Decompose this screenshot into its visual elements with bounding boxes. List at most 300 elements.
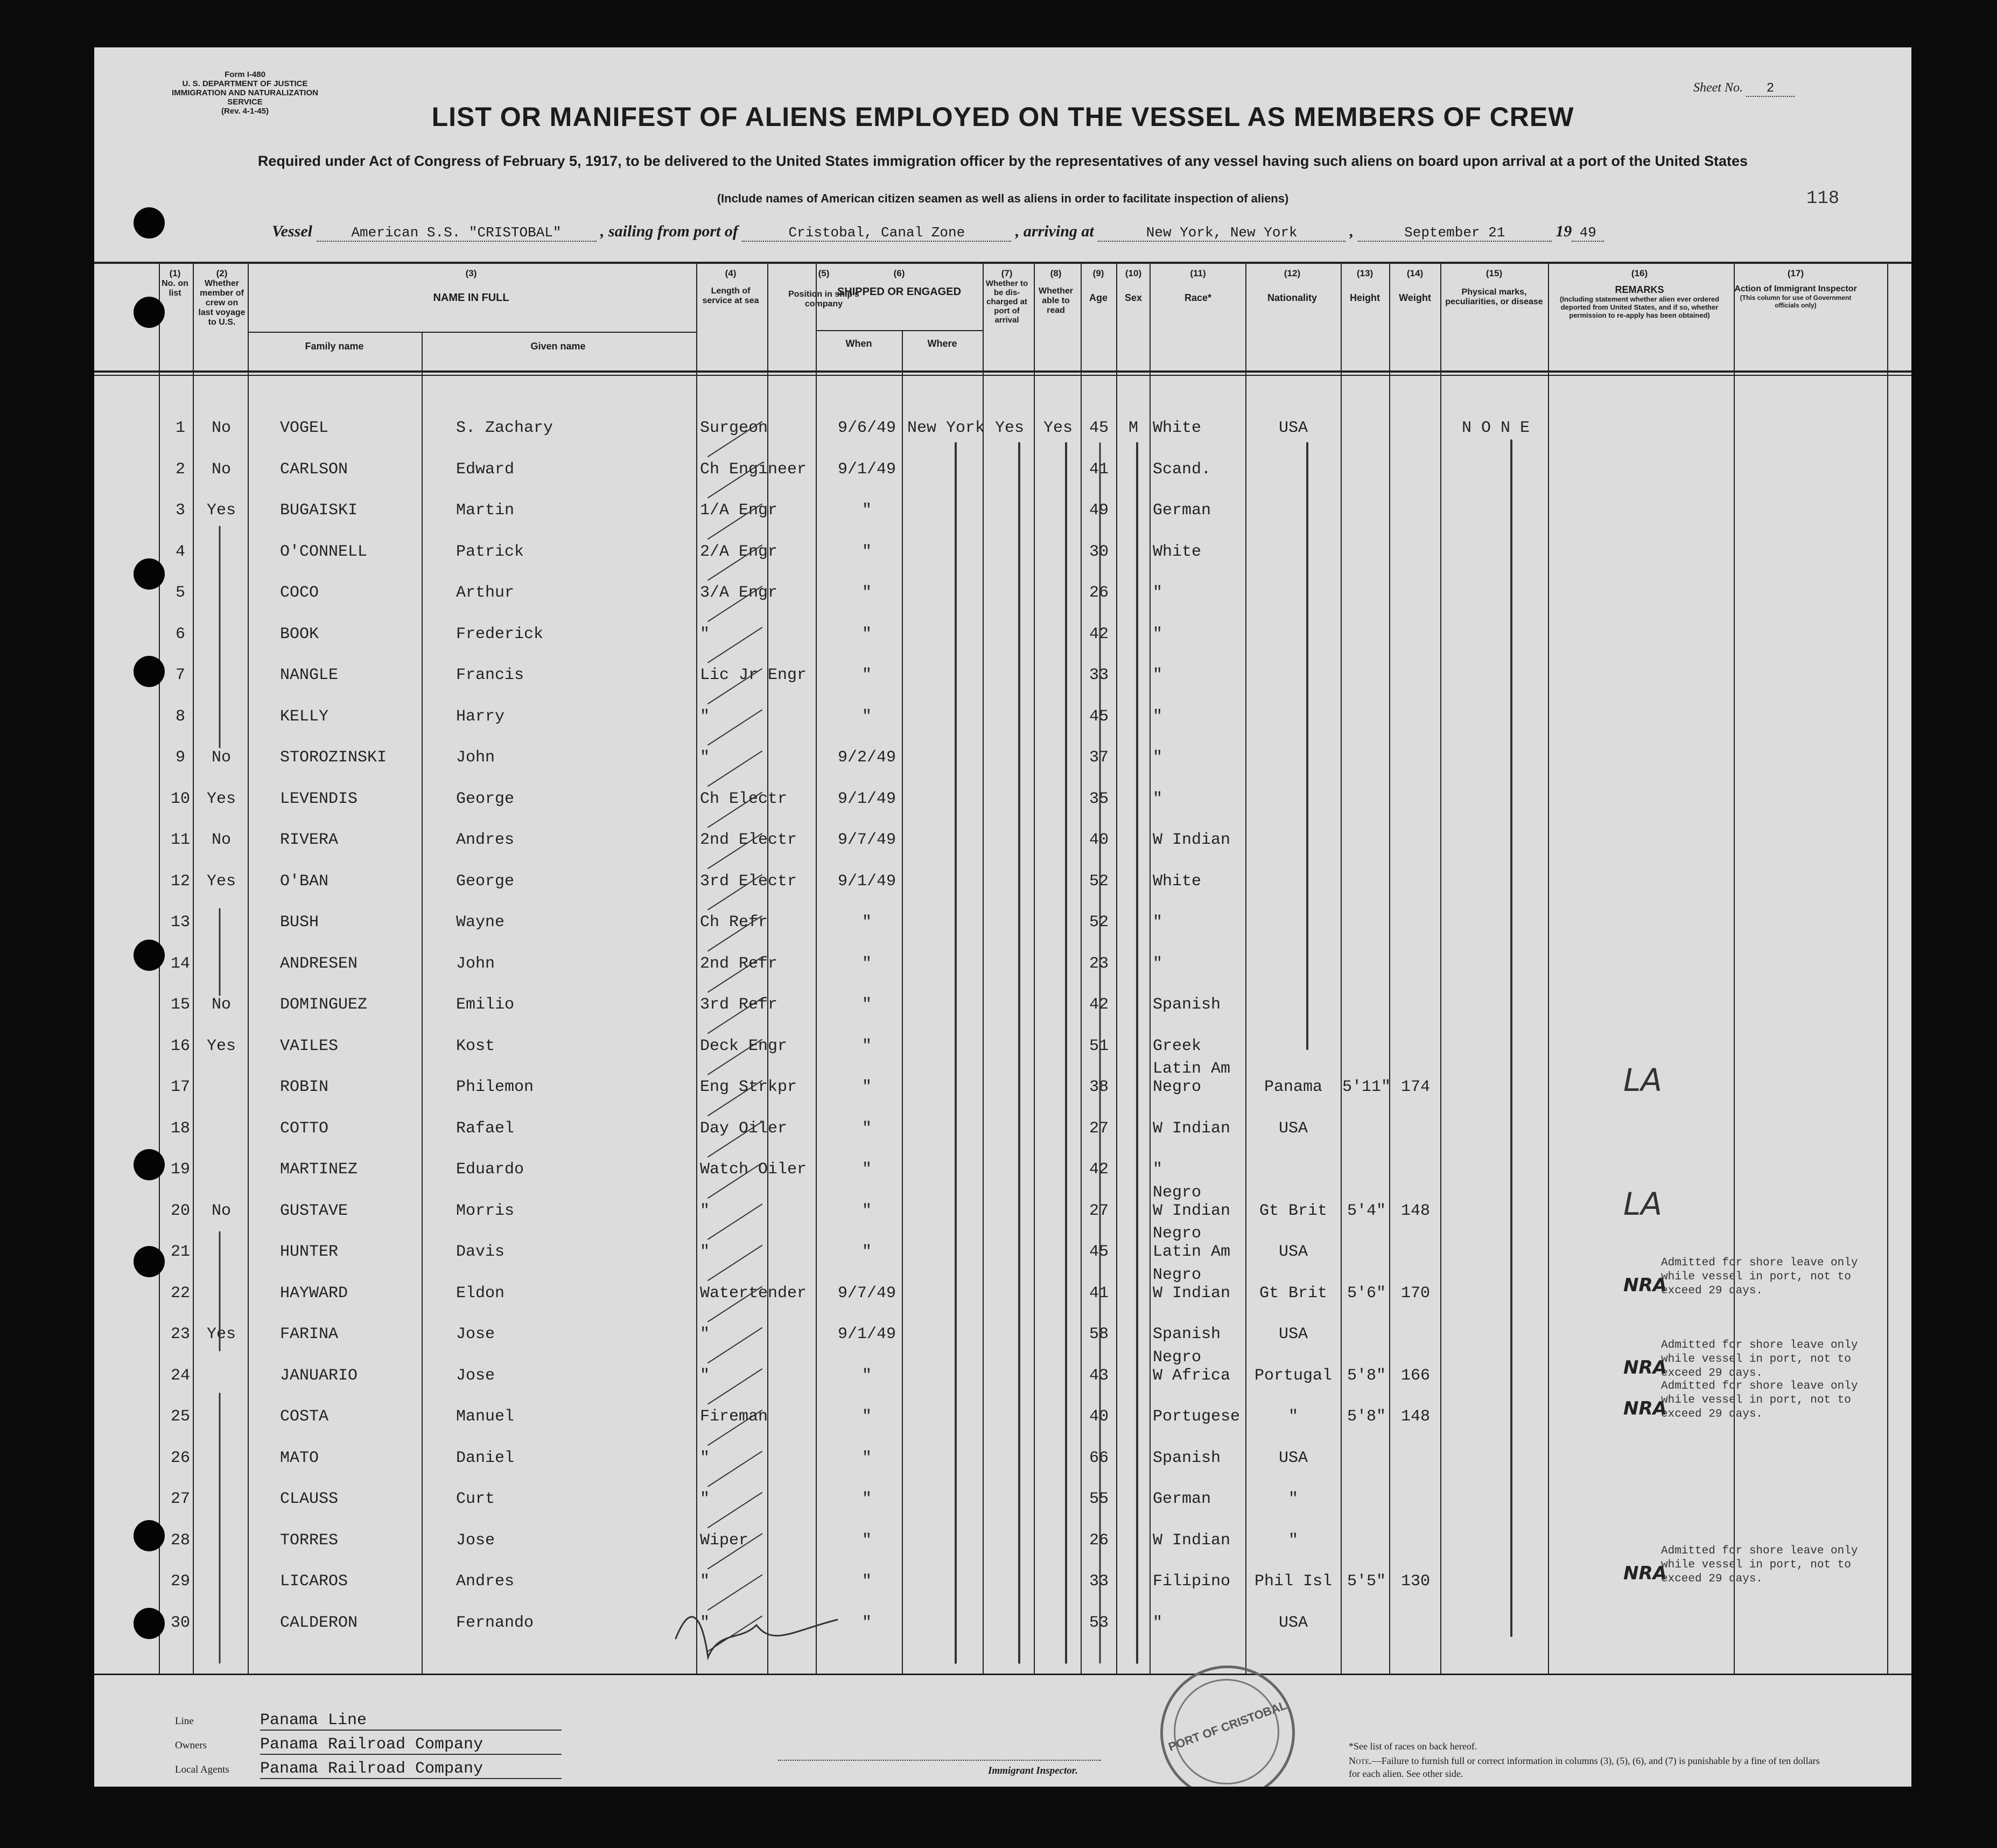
- race: Scand.: [1153, 460, 1211, 479]
- age: 26: [1089, 1531, 1109, 1550]
- shipped-when: ": [861, 625, 872, 643]
- family-name: LICAROS: [280, 1572, 348, 1591]
- race: ": [1153, 666, 1163, 684]
- row-number: 23: [170, 1325, 190, 1343]
- race: Spanish: [1153, 1325, 1221, 1343]
- given-name: Harry: [456, 707, 505, 726]
- age: 23: [1089, 954, 1109, 973]
- header-c7: (7) Whether to be dis-charged at port of arrival: [985, 268, 1028, 325]
- given-name: Daniel: [456, 1448, 515, 1467]
- age: 53: [1089, 1613, 1109, 1632]
- service-slash: [708, 1534, 762, 1569]
- family-name: COCO: [280, 584, 319, 602]
- discharged: Yes: [994, 419, 1024, 437]
- weight: 170: [1400, 1284, 1430, 1303]
- nationality: Portugal: [1254, 1366, 1333, 1385]
- family-name: ROBIN: [280, 1078, 329, 1096]
- footer-line: [175, 1711, 562, 1731]
- inspector-mark: LA: [1623, 1185, 1662, 1222]
- family-name: TORRES: [280, 1531, 339, 1550]
- race: Filipino: [1153, 1572, 1231, 1591]
- age: 51: [1089, 1037, 1109, 1055]
- year-value: 49: [1572, 225, 1604, 242]
- race: ": [1153, 748, 1163, 767]
- header-c1: (1) No. on list: [162, 268, 188, 298]
- race: ": [1153, 707, 1163, 726]
- family-name: DOMINGUEZ: [280, 996, 368, 1014]
- given-name: Patrick: [456, 542, 524, 561]
- given-name: Arthur: [456, 584, 515, 602]
- header-c15: (15) Physical marks, peculiarities, or disease: [1445, 268, 1543, 306]
- age: 38: [1089, 1078, 1109, 1096]
- header-c17: (17) Action of Immigrant Inspector (This column for use of Government officials only): [1734, 268, 1857, 309]
- position: ": [700, 1490, 710, 1508]
- nationality: USA: [1278, 1613, 1308, 1632]
- signature-scribble: [676, 1617, 837, 1657]
- header-c3: (3) NAME IN FULL: [433, 268, 509, 304]
- row-number: 25: [170, 1408, 190, 1426]
- remark-text: Admitted for shore leave only while vessel in port, not to exceed 29 days.: [1661, 1339, 1858, 1380]
- service-slash: [708, 1081, 762, 1116]
- shipped-when: ": [861, 1572, 872, 1591]
- handwritten-marks: [94, 47, 1911, 1787]
- race: Negro W Indian: [1153, 1183, 1231, 1220]
- race: Negro W Indian: [1153, 1265, 1231, 1303]
- service-slash: [708, 1575, 762, 1610]
- service-slash: [708, 1452, 762, 1487]
- given-name: Martin: [456, 501, 515, 520]
- shipped-when: ": [861, 1160, 872, 1179]
- given-name: John: [456, 748, 495, 767]
- service-slash: [708, 1245, 762, 1280]
- row-number: 27: [170, 1490, 190, 1508]
- given-name: Eduardo: [456, 1160, 524, 1179]
- position: 1/A Engr: [700, 501, 778, 520]
- row-number: 29: [170, 1572, 190, 1591]
- shipped-when: ": [861, 1448, 872, 1467]
- last-voyage: No: [211, 831, 231, 849]
- age: 41: [1089, 460, 1109, 479]
- header-c10: (10) Sex: [1124, 268, 1143, 303]
- remark-text: Admitted for shore leave only while vessel in port, not to exceed 29 days.: [1661, 1545, 1858, 1585]
- remark-mark: NRA: [1623, 1398, 1667, 1419]
- family-name: COTTO: [280, 1119, 329, 1138]
- shipped-when: ": [861, 1531, 872, 1550]
- age: 45: [1089, 707, 1109, 726]
- given-name: Manuel: [456, 1408, 515, 1426]
- row-number: 18: [170, 1119, 190, 1138]
- position: Watertender: [700, 1284, 807, 1303]
- row-number: 1: [175, 419, 185, 437]
- last-voyage: Yes: [206, 1037, 236, 1055]
- age: 26: [1089, 584, 1109, 602]
- service-slash: [708, 998, 762, 1033]
- weight: 148: [1400, 1408, 1430, 1426]
- page-note: (Include names of American citizen seamen as well as aliens in order to facilitate inspection of aliens): [717, 192, 1289, 205]
- position: Eng Strkpr: [700, 1078, 797, 1096]
- shipped-when: ": [861, 1490, 872, 1508]
- inspector-signature-line: [778, 1760, 1101, 1761]
- service-slash: [708, 422, 762, 457]
- owners-value: Panama Railroad Company: [260, 1735, 562, 1755]
- last-voyage: No: [211, 1201, 231, 1220]
- row-number: 26: [170, 1448, 190, 1467]
- shipped-when: 9/1/49: [837, 872, 896, 891]
- service-slash: [708, 628, 762, 663]
- race: German: [1153, 501, 1211, 520]
- manifest-sheet: [94, 47, 1911, 1787]
- given-name: John: [456, 954, 495, 973]
- row-number: 2: [175, 460, 185, 479]
- given-name: George: [456, 789, 515, 808]
- family-name: CLAUSS: [280, 1490, 339, 1508]
- revision: (Rev. 4-1-45): [221, 107, 269, 116]
- arrival-value: New York, New York: [1098, 225, 1346, 242]
- race: ": [1153, 954, 1163, 973]
- position: ": [700, 748, 710, 767]
- last-voyage: No: [211, 996, 231, 1014]
- remark-mark: NRA: [1623, 1356, 1667, 1378]
- service-slash: [708, 545, 762, 580]
- service-slash: [708, 793, 762, 828]
- physical-marks: N O N E: [1462, 419, 1530, 437]
- service-slash: [708, 875, 762, 910]
- nationality: ": [1288, 1408, 1298, 1426]
- remark-text: Admitted for shore leave only while vessel in port, not to exceed 29 days.: [1661, 1380, 1858, 1420]
- family-name: COSTA: [280, 1408, 329, 1426]
- able-to-read: Yes: [1043, 419, 1073, 437]
- row-number: 6: [175, 625, 185, 643]
- last-voyage: Yes: [206, 1325, 236, 1343]
- family-name: LEVENDIS: [280, 789, 358, 808]
- row-number: 7: [175, 666, 185, 684]
- age: 35: [1089, 789, 1109, 808]
- weight: 148: [1400, 1201, 1430, 1220]
- race: Latin Am Negro: [1153, 1060, 1231, 1096]
- shipped-when: 9/2/49: [837, 748, 896, 767]
- age: 40: [1089, 831, 1109, 849]
- service-slash: [708, 1122, 762, 1157]
- footer-note: Note.—Failure to furnish full or correct information in columns (3), (5), (6), and (7) is punishable by a fine of ten dollars for each alien. See other side.: [1349, 1755, 1820, 1779]
- service-slash: [708, 463, 762, 498]
- race: ": [1153, 1613, 1163, 1632]
- shipped-when: ": [861, 1078, 872, 1096]
- age: 40: [1089, 1408, 1109, 1426]
- header-family: Family name: [305, 341, 364, 352]
- family-name: HUNTER: [280, 1243, 339, 1261]
- family-name: RIVERA: [280, 831, 339, 849]
- given-name: Davis: [456, 1243, 505, 1261]
- given-name: Wayne: [456, 913, 505, 932]
- header-c13: (13) Height: [1350, 268, 1380, 303]
- nationality: USA: [1278, 1448, 1308, 1467]
- agents-label: Local Agents: [175, 1764, 229, 1775]
- given-name: Fernando: [456, 1613, 534, 1632]
- age: 33: [1089, 1572, 1109, 1591]
- given-name: Andres: [456, 1572, 515, 1591]
- row-number: 22: [170, 1284, 190, 1303]
- position: ": [700, 707, 710, 726]
- owners-label: Owners: [175, 1740, 207, 1751]
- shipped-when: ": [861, 584, 872, 602]
- shipped-when: ": [861, 954, 872, 973]
- given-name: Curt: [456, 1490, 495, 1508]
- header-c14: (14) Weight: [1399, 268, 1431, 303]
- voyage-line: Vessel American S.S. "CRISTOBAL" , sailing from port of Cristobal, Canal Zone , arriving at New York, New York , September 21 19 49: [272, 222, 1604, 242]
- family-name: KELLY: [280, 707, 329, 726]
- shipped-when: 9/7/49: [837, 831, 896, 849]
- race: Negro Latin Am: [1153, 1224, 1231, 1261]
- row-number: 5: [175, 584, 185, 602]
- given-name: Jose: [456, 1366, 495, 1385]
- row-number: 12: [170, 872, 190, 891]
- row-number: 20: [170, 1201, 190, 1220]
- family-name: GUSTAVE: [280, 1201, 348, 1220]
- height: 5'5": [1347, 1572, 1386, 1591]
- nationality: Panama: [1264, 1078, 1323, 1096]
- weight: 130: [1400, 1572, 1430, 1591]
- given-name: George: [456, 872, 515, 891]
- race: Spanish: [1153, 1448, 1221, 1467]
- agents-value: Panama Railroad Company: [260, 1760, 562, 1779]
- service-slash: [708, 916, 762, 951]
- age: 33: [1089, 666, 1109, 684]
- header-c6: (6) SHIPPED OR ENGAGED: [837, 268, 962, 298]
- family-name: CALDERON: [280, 1613, 358, 1632]
- family-name: STOROZINSKI: [280, 748, 387, 767]
- row-number: 10: [170, 789, 190, 808]
- position: ": [700, 1243, 710, 1261]
- family-name: BUGAISKI: [280, 501, 358, 520]
- race: ": [1153, 789, 1163, 808]
- shipped-when: ": [861, 1408, 872, 1426]
- age: 52: [1089, 913, 1109, 932]
- date-value: September 21: [1358, 225, 1552, 242]
- position: ": [700, 1366, 710, 1385]
- family-name: CARLSON: [280, 460, 348, 479]
- position: Ch Refr: [700, 913, 768, 932]
- service-slash: [708, 1205, 762, 1240]
- row-number: 8: [175, 707, 185, 726]
- shipped-when: ": [861, 1037, 872, 1055]
- last-voyage: Yes: [206, 872, 236, 891]
- service-slash: [708, 586, 762, 621]
- last-voyage: No: [211, 460, 231, 479]
- punch-hole: [134, 297, 165, 328]
- age: 30: [1089, 542, 1109, 561]
- shipped-when: ": [861, 996, 872, 1014]
- row-number: 15: [170, 996, 190, 1014]
- age: 45: [1089, 419, 1109, 437]
- position: Watch Oiler: [700, 1160, 807, 1179]
- port-value: Cristobal, Canal Zone: [742, 225, 1011, 242]
- family-name: O'CONNELL: [280, 542, 368, 561]
- family-name: JANUARIO: [280, 1366, 358, 1385]
- position: 2nd Electr: [700, 831, 797, 849]
- footer-owners: [175, 1735, 562, 1755]
- service-slash: [708, 1369, 762, 1404]
- service: IMMIGRATION AND NATURALIZATION SERVICE: [172, 88, 318, 107]
- service-slash: [708, 751, 762, 786]
- given-name: Philemon: [456, 1078, 534, 1096]
- given-name: Emilio: [456, 996, 515, 1014]
- given-name: Jose: [456, 1325, 495, 1343]
- service-slash: [708, 957, 762, 992]
- header-c16: (16) REMARKS (Including statement whether alien ever ordered deported from United States, and if so, whether permission to re-apply has been obtained): [1559, 268, 1720, 319]
- given-name: Kost: [456, 1037, 495, 1055]
- sheet-value: 2: [1746, 81, 1795, 97]
- race: ": [1153, 584, 1163, 602]
- page-title: LIST OR MANIFEST OF ALIENS EMPLOYED ON THE VESSEL AS MEMBERS OF CREW: [431, 102, 1574, 132]
- nationality: USA: [1278, 1119, 1308, 1138]
- position: 2/A Engr: [700, 542, 778, 561]
- position: ": [700, 1572, 710, 1591]
- position: Surgeon: [700, 419, 768, 437]
- family-name: MATO: [280, 1448, 319, 1467]
- line-value: Panama Line: [260, 1711, 562, 1731]
- row-number: 16: [170, 1037, 190, 1055]
- header-given: Given name: [530, 341, 586, 352]
- race: White: [1153, 419, 1202, 437]
- header-where: Where: [927, 338, 957, 349]
- last-voyage: Yes: [206, 789, 236, 808]
- remark-mark: NRA: [1623, 1563, 1667, 1584]
- service-slash: [708, 1163, 762, 1198]
- service-slash: [708, 669, 762, 704]
- row-number: 13: [170, 913, 190, 932]
- age: 41: [1089, 1284, 1109, 1303]
- row-number: 28: [170, 1531, 190, 1550]
- race: W Indian: [1153, 831, 1231, 849]
- given-name: Eldon: [456, 1284, 505, 1303]
- age: 66: [1089, 1448, 1109, 1467]
- punch-hole: [134, 1608, 165, 1639]
- sheet-label: Sheet No.: [1693, 81, 1743, 95]
- header-c9: (9) Age: [1089, 268, 1108, 303]
- service-slash: [708, 834, 762, 869]
- nationality: Gt Brit: [1259, 1284, 1328, 1303]
- age: 49: [1089, 501, 1109, 520]
- row-number: 3: [175, 501, 185, 520]
- family-name: ANDRESEN: [280, 954, 358, 973]
- year-prefix: 19: [1555, 222, 1572, 240]
- family-name: NANGLE: [280, 666, 339, 684]
- nationality: USA: [1278, 1325, 1308, 1343]
- race: ": [1153, 625, 1163, 643]
- shipped-when: ": [861, 913, 872, 932]
- shipped-when: ": [861, 1243, 872, 1261]
- position: Wiper: [700, 1531, 749, 1550]
- inspector-mark: LA: [1623, 1062, 1662, 1098]
- shipped-when: 9/7/49: [837, 1284, 896, 1303]
- age: 45: [1089, 1243, 1109, 1261]
- race: German: [1153, 1490, 1211, 1508]
- service-slash: [708, 1328, 762, 1363]
- row-number: 24: [170, 1366, 190, 1385]
- page-subtitle: Required under Act of Congress of February 5, 1917, to be delivered to the United States immigration officer by the representatives of any vessel having such aliens on board upon arrival at a port of the United States: [257, 153, 1748, 169]
- age: 42: [1089, 1160, 1109, 1179]
- family-name: BOOK: [280, 625, 319, 643]
- given-name: S. Zachary: [456, 419, 553, 437]
- footer-agents: [175, 1760, 562, 1779]
- race: Portugese: [1153, 1408, 1241, 1426]
- remark-text: Admitted for shore leave only while vessel in port, not to exceed 29 days.: [1661, 1256, 1858, 1297]
- shipped-where: New York: [907, 419, 985, 437]
- row-number: 17: [170, 1078, 190, 1096]
- stamp-text: PORT OF CRISTOBAL: [1166, 1698, 1289, 1754]
- nationality: Gt Brit: [1259, 1201, 1328, 1220]
- shipped-when: 9/1/49: [837, 1325, 896, 1343]
- last-voyage: No: [211, 748, 231, 767]
- weight: 174: [1400, 1078, 1430, 1096]
- family-name: O'BAN: [280, 872, 329, 891]
- position: Deck Engr: [700, 1037, 788, 1055]
- punch-hole: [134, 558, 165, 590]
- position: ": [700, 1613, 710, 1632]
- given-name: Frederick: [456, 625, 544, 643]
- service-slash: [708, 1040, 762, 1075]
- line-label: Line: [175, 1716, 194, 1727]
- punch-hole: [134, 1246, 165, 1277]
- last-voyage: Yes: [206, 501, 236, 520]
- department: U. S. DEPARTMENT OF JUSTICE: [182, 79, 308, 88]
- position: 3rd Electr: [700, 872, 797, 891]
- height: 5'8": [1347, 1408, 1386, 1426]
- header-c5: (5) Position in ship's company: [788, 268, 859, 309]
- nationality: ": [1288, 1490, 1298, 1508]
- position: 3/A Engr: [700, 584, 778, 602]
- family-name: VAILES: [280, 1037, 339, 1055]
- age: 42: [1089, 625, 1109, 643]
- given-name: Jose: [456, 1531, 495, 1550]
- header-c12: (12) Nationality: [1267, 268, 1317, 303]
- family-name: FARINA: [280, 1325, 339, 1343]
- given-name: Morris: [456, 1201, 515, 1220]
- header-when: When: [845, 338, 872, 349]
- given-name: Andres: [456, 831, 515, 849]
- vessel-value: American S.S. "CRISTOBAL": [317, 225, 597, 242]
- family-name: MARTINEZ: [280, 1160, 358, 1179]
- height: 5'11": [1342, 1078, 1391, 1096]
- row-number: 9: [175, 748, 185, 767]
- position: ": [700, 1201, 710, 1220]
- row-number: 21: [170, 1243, 190, 1261]
- header-c4: (4) Length of service at sea: [702, 268, 759, 305]
- age: 27: [1089, 1201, 1109, 1220]
- row-number: 4: [175, 542, 185, 561]
- row-number: 19: [170, 1160, 190, 1179]
- age: 42: [1089, 996, 1109, 1014]
- shipped-when: ": [861, 1366, 872, 1385]
- form-number: Form I-480: [225, 70, 265, 79]
- position: ": [700, 1325, 710, 1343]
- position: Ch Electr: [700, 789, 788, 808]
- header-c2: (2) Whether member of crew on last voyage to U.S.: [198, 268, 246, 327]
- remark-mark: NRA: [1623, 1274, 1667, 1296]
- race: ": [1153, 913, 1163, 932]
- service-slash: [708, 1410, 762, 1445]
- punch-hole: [134, 1520, 165, 1551]
- given-name: Francis: [456, 666, 524, 684]
- punch-hole: [134, 1149, 165, 1180]
- shipped-when: ": [861, 501, 872, 520]
- family-name: VOGEL: [280, 419, 329, 437]
- service-slash: [708, 710, 762, 745]
- punch-hole: [134, 656, 165, 687]
- age: 43: [1089, 1366, 1109, 1385]
- shipped-when: 9/6/49: [837, 419, 896, 437]
- shipped-when: ": [861, 666, 872, 684]
